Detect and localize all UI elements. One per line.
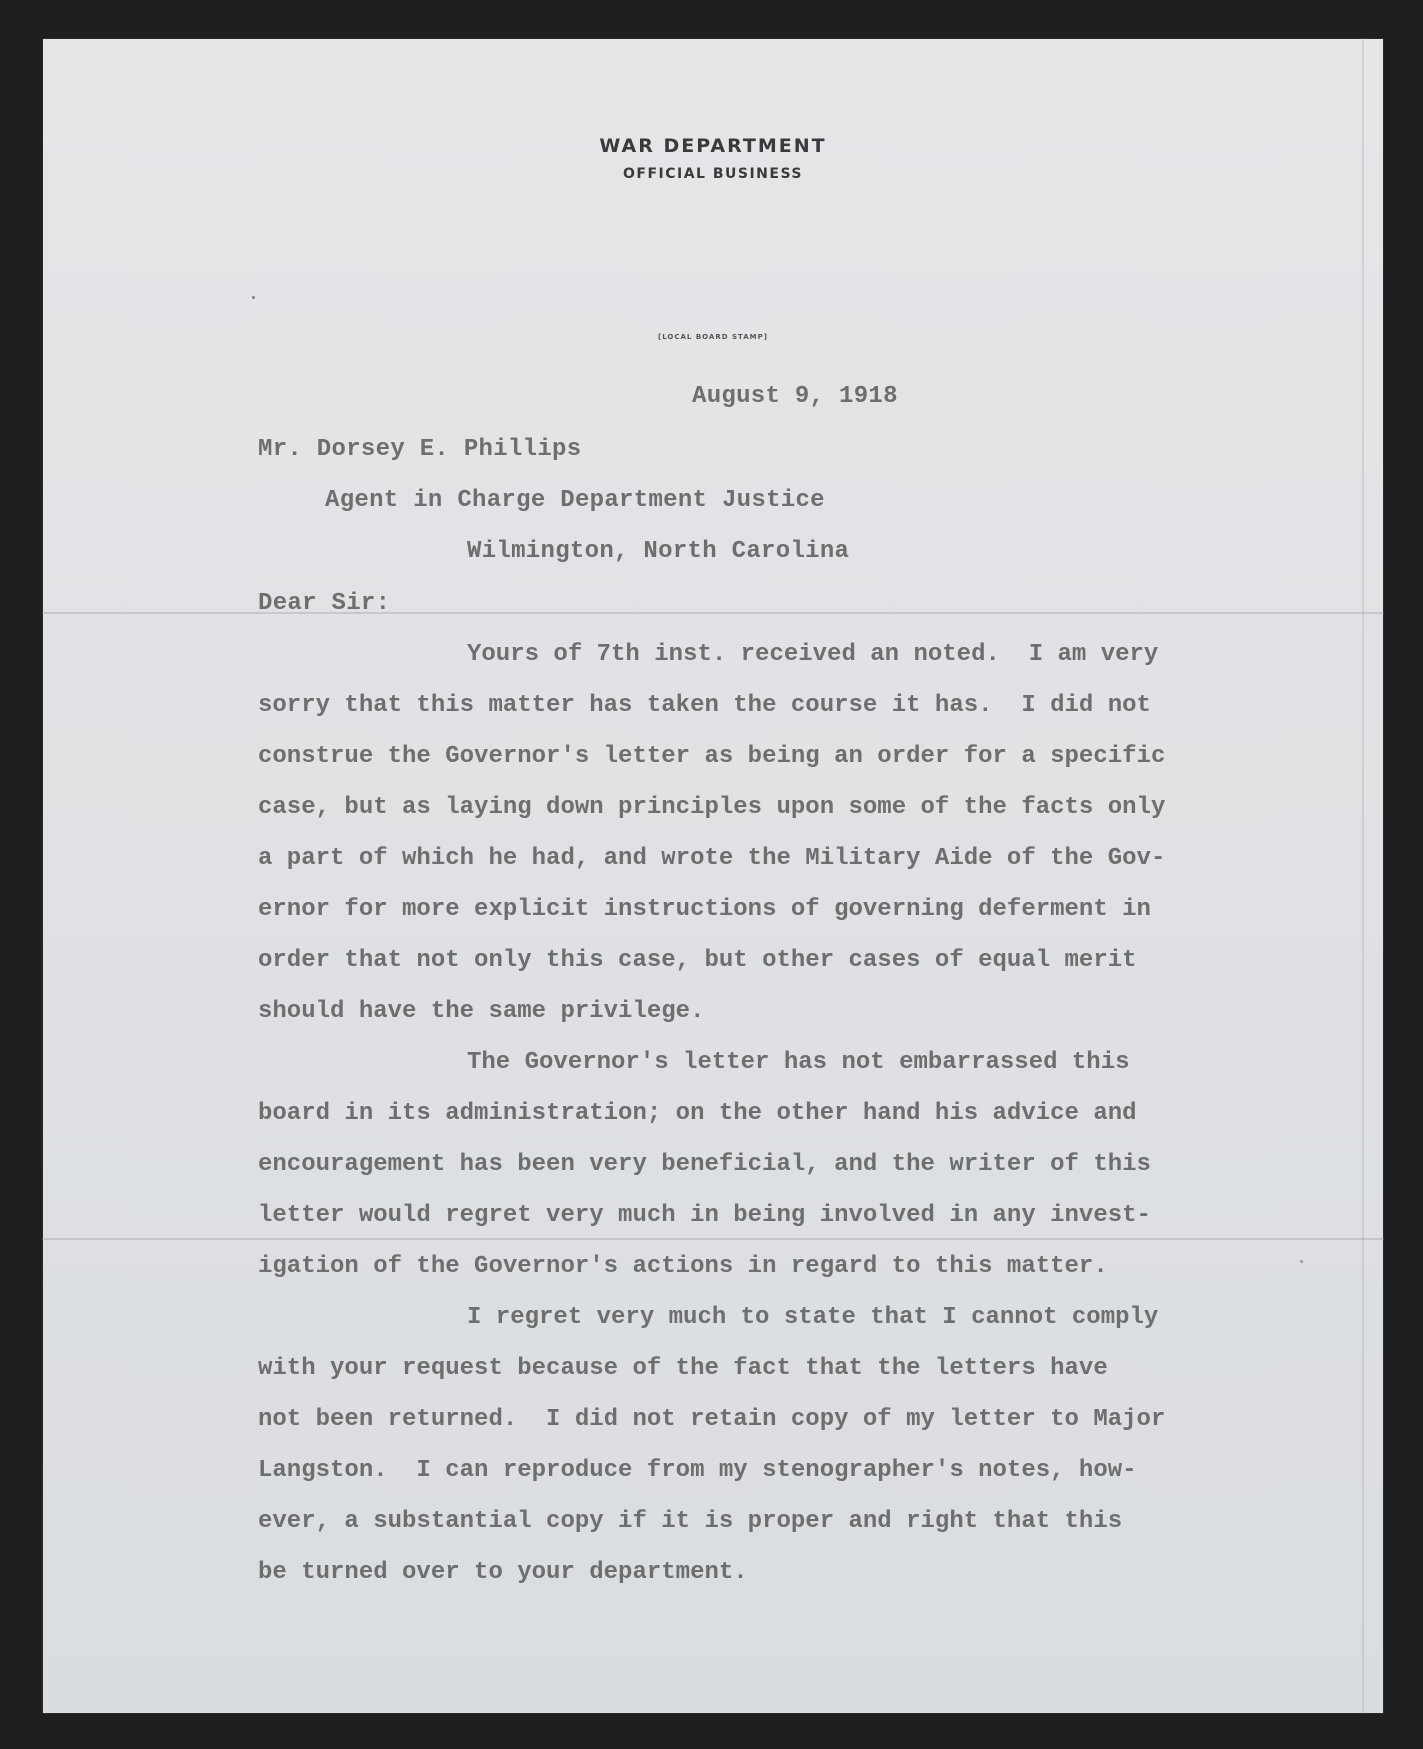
recipient-name: Mr. Dorsey E. Phillips [258,436,582,463]
body-line: The Governor's letter has not embarrassed this [467,1049,1130,1076]
body-line: sorry that this matter has taken the course it has. I did not [258,692,1151,719]
body-line: should have the same privilege. [258,998,705,1025]
body-line: with your request because of the fact that the letters have [258,1355,1108,1382]
body-line: board in its administration; on the other hand his advice and [258,1100,1137,1127]
body-line: a part of which he had, and wrote the Military Aide of the Gov- [258,845,1166,872]
paper-fold [42,612,1384,614]
letter-date: August 9, 1918 [692,383,898,410]
body-line: igation of the Governor's actions in regard to this matter. [258,1253,1108,1280]
paper-fold [42,1238,1384,1240]
salutation: Dear Sir: [258,590,391,617]
body-line: construe the Governor's letter as being an order for a specific [258,743,1166,770]
body-line: ever, a substantial copy if it is proper and right that this [258,1508,1123,1535]
body-line: be turned over to your department. [258,1559,748,1586]
stamp-label: [LOCAL BOARD STAMP] [658,333,768,341]
body-line: I regret very much to state that I cannot comply [467,1304,1159,1331]
letterhead-subtitle: OFFICIAL BUSINESS [623,166,803,182]
body-line: order that not only this case, but other cases of equal merit [258,947,1137,974]
body-line: encouragement has been very beneficial, and the writer of this [258,1151,1151,1178]
recipient-location: Wilmington, North Carolina [467,538,850,565]
paper-speck [1300,1260,1303,1263]
paper-speck [252,296,255,299]
recipient-title: Agent in Charge Department Justice [325,487,825,514]
paper-fold [1362,38,1364,1714]
body-line: letter would regret very much in being involved in any invest- [258,1202,1151,1229]
letter-page [42,38,1384,1714]
body-line: case, but as laying down principles upon some of the facts only [258,794,1166,821]
body-line: Yours of 7th inst. received an noted. I am very [467,641,1159,668]
body-line: Langston. I can reproduce from my stenographer's notes, how- [258,1457,1137,1484]
body-line: not been returned. I did not retain copy of my letter to Major [258,1406,1166,1433]
letterhead-title: WAR DEPARTMENT [599,135,827,157]
body-line: ernor for more explicit instructions of governing deferment in [258,896,1151,923]
